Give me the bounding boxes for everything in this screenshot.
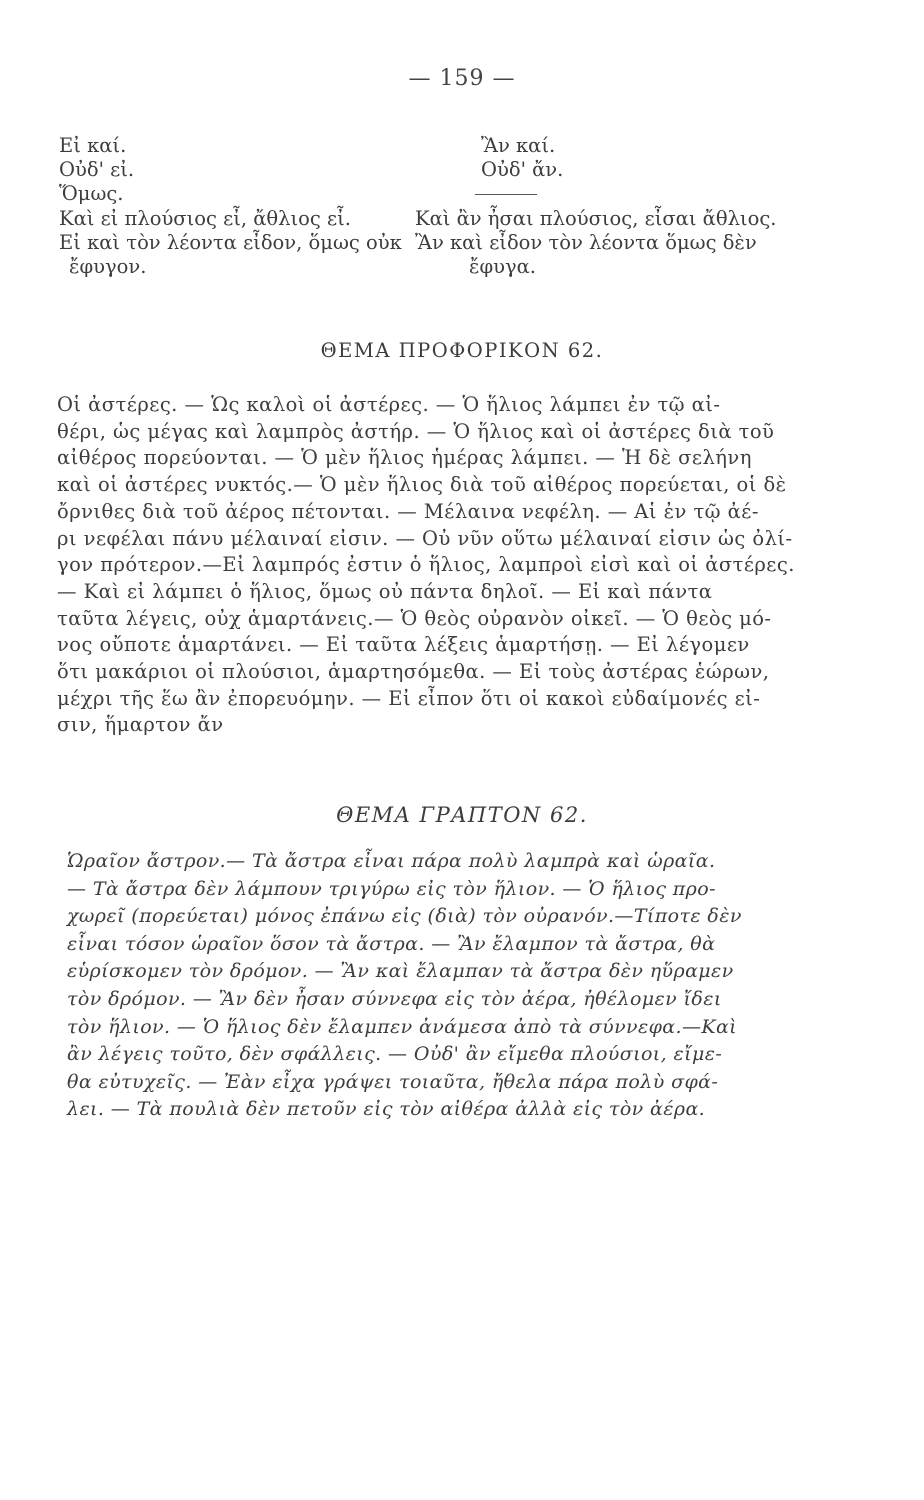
right-line: Ἂν καὶ εἶδον τὸν λέοντα ὅμως δὲν — [415, 230, 757, 254]
right-line — [415, 182, 810, 206]
text-line: ὅτι μακάριοι οἱ πλούσιοι, ἁμαρτησόμεθα. — Εἰ τοὺς ἀστέρας ἑώρων, — [57, 660, 770, 684]
text-line: Ὡραῖον ἄστρον.— Τὰ ἄστρα εἶναι πάρα πολὺ λαμπρὰ καὶ ὡραῖα. — [67, 850, 716, 872]
left-line: Εἰ καί. — [59, 134, 127, 157]
text-line: — Τὰ ἄστρα δὲν λάμπουν τριγύρω εἰς τὸν ἥλιον. — Ὁ ἥλιος προ- — [67, 877, 716, 900]
text-line: αἰθέρος πορεύονται. — Ὁ μὲν ἥλιος ἡμέρας λάμπει. — Ἡ δὲ σελήνη — [57, 446, 752, 470]
text-line: καὶ οἱ ἀστέρες νυκτός.— Ὁ μὲν ἥλιος διὰ τοῦ αἰθέρος πορεύεται, οἱ δὲ — [57, 473, 787, 497]
left-line: Οὐδ' εἰ. — [59, 158, 135, 182]
written-exercise-text — [67, 848, 807, 1124]
right-line: Οὐδ' ἄν. — [481, 158, 564, 182]
right-line: ἔφυγα. — [469, 255, 536, 279]
right-line: Ἂν καί. — [481, 134, 556, 157]
left-line: Καὶ εἰ πλούσιος εἶ, ἄθλιος εἶ. — [59, 206, 351, 230]
modern-greek-column — [415, 134, 810, 279]
text-line: εὑρίσκομεν τὸν δρόμον. — Ἂν καὶ ἔλαμπαν τὰ ἄστρα δὲν ηὕραμεν — [67, 960, 734, 983]
separator-rule — [475, 194, 537, 195]
section-title-oral: ΘΕΜΑ ΠΡΟΦΟΡΙΚΟΝ 62. — [320, 339, 604, 362]
text-line: τὸν δρόμον. — Ἂν δὲν ἦσαν σύννεφα εἰς τὸν ἀέρα, ἠθέλομεν ἴδει — [67, 987, 722, 1010]
text-line: ρι νεφέλαι πάνυ μέλαιναί εἰσιν. — Οὐ νῦν οὕτω μέλαιναί εἰσιν ὡς ὀλί- — [57, 526, 793, 550]
text-line: Οἱ ἀστέρες. — Ὡς καλοὶ οἱ ἀστέρες. — Ὁ ἥλιος λάμπει ἐν τῷ αἰ- — [57, 393, 721, 416]
text-line: θα εὐτυχεῖς. — Ἐὰν εἶχα γράψει τοιαῦτα, ἤθελα πάρα πολὺ σφά- — [67, 1070, 719, 1093]
text-line: γον πρότερον.—Εἰ λαμπρός ἐστιν ὁ ἥλιος, λαμπροὶ εἰσὶ καὶ οἱ ἀστέρες. — [57, 553, 795, 577]
text-line: ταῦτα λέγεις, οὐχ ἁμαρτάνεις.— Ὁ θεὸς οὐρανὸν οἰκεῖ. — Ὁ θεὸς μό- — [57, 606, 772, 630]
text-line: ὄρνιθες διὰ τοῦ ἀέρος πέτονται. — Μέλαινα νεφέλη. — Αἱ ἐν τῷ ἀέ- — [57, 499, 759, 523]
right-line: Καὶ ἂν ἦσαι πλούσιος, εἶσαι ἄθλιος. — [415, 206, 777, 230]
text-line: θέρι, ὡς μέγας καὶ λαμπρὸς ἀστήρ. — Ὁ ἥλιος καὶ οἱ ἀστέρες διὰ τοῦ — [57, 419, 775, 443]
text-line: νος οὔποτε ἁμαρτάνει. — Εἰ ταῦτα λέξεις ἁμαρτήσῃ. — Εἰ λέγομεν — [57, 633, 750, 657]
left-line: ἔφυγον. — [69, 255, 147, 279]
ancient-greek-column — [59, 134, 419, 279]
text-line: λει. — Τὰ πουλιὰ δὲν πετοῦν εἰς τὸν αἰθέρα ἀλλὰ εἰς τὸν ἀέρα. — [67, 1098, 706, 1121]
section-title-written: ΘΕΜΑ ΓΡΑΠΤΟΝ 62. — [336, 803, 588, 827]
text-line: μέχρι τῆς ἕω ἂν ἐπορευόμην. — Εἰ εἶπον ὅτι οἱ κακοὶ εὐδαίμονές εἰ- — [57, 686, 761, 710]
left-line: Ὅμως. — [59, 182, 124, 206]
text-line: σιν, ἥμαρτον ἄν — [57, 713, 224, 737]
oral-exercise-text — [57, 392, 797, 739]
text-line: — Καὶ εἰ λάμπει ὁ ἥλιος, ὅμως οὐ πάντα δηλοῖ. — Εἰ καὶ πάντα — [57, 579, 713, 603]
text-line: τὸν ἥλιον. — Ὁ ἥλιος δὲν ἔλαμπεν ἀνάμεσα ἀπὸ τὰ σύννεφα.—Καὶ — [67, 1015, 738, 1038]
text-line: ἂν λέγεις τοῦτο, δὲν σφάλλεις. — Οὐδ' ἂν εἴμεθα πλούσιοι, εἴμε- — [67, 1043, 723, 1066]
text-line: εἶναι τόσον ὡραῖον ὅσον τὰ ἄστρα. — Ἂν ἔλαμπον τὰ ἄστρα, θὰ — [67, 932, 716, 955]
text-line: χωρεῖ (πορεύεται) μόνος ἐπάνω εἰς (διὰ) τὸν οὐρανόν.—Τίποτε δὲν — [67, 905, 742, 928]
page-number: — 159 — — [408, 66, 516, 91]
left-line: Εἰ καὶ τὸν λέοντα εἶδον, ὅμως οὐκ — [59, 230, 402, 254]
